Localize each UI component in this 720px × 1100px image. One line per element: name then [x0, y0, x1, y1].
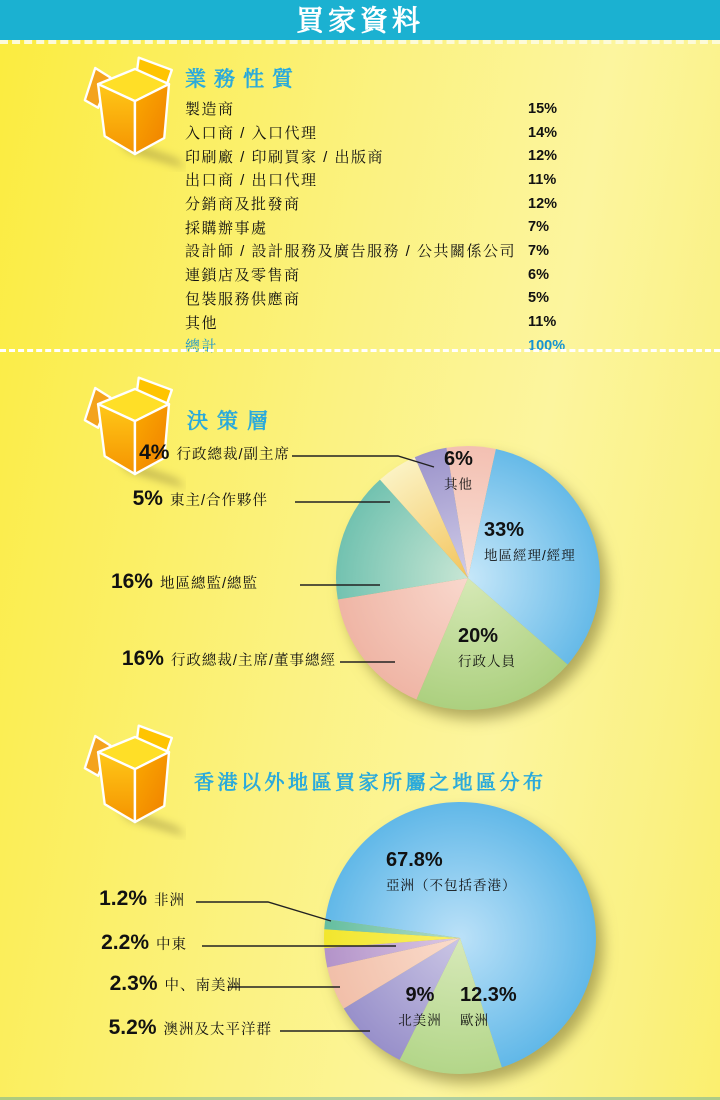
- row-label: 採購辦事處: [185, 219, 268, 237]
- region-pie-chart: [314, 792, 606, 1084]
- row-label: 設計師 / 設計服務及廣告服務 / 公共關係公司: [185, 243, 517, 261]
- page-title: 買家資料: [295, 5, 424, 36]
- row-value: 11%: [528, 171, 557, 188]
- pie-callout-latin-america: 2.3% 中、南美洲: [109, 972, 242, 995]
- row-label: 製造商: [185, 101, 235, 119]
- row-value: 12%: [528, 195, 558, 212]
- pie-callout-ceo-chairman: 16% 行政總裁/主席/董事總經: [121, 647, 336, 670]
- pie-label-regional-manager: 33% 地區經理/經理: [484, 519, 576, 563]
- box-icon: [82, 52, 186, 172]
- region-distribution-chart-section: [0, 720, 720, 1100]
- list-item: [185, 310, 615, 334]
- row-label: 其他: [185, 314, 219, 332]
- list-item: [185, 287, 615, 311]
- row-label: 入口商 / 入口代理: [185, 125, 318, 143]
- pie-callout-regional-director: 16% 地區總監/總監: [110, 570, 258, 593]
- list-total-row: [185, 334, 615, 358]
- page-header: [0, 0, 720, 40]
- list-item: [185, 215, 615, 239]
- pie-callout-middle-east: 2.2% 中東: [101, 931, 187, 954]
- list-item: [185, 239, 615, 263]
- business-nature-list: [185, 97, 615, 358]
- row-value: 100%: [528, 337, 566, 354]
- row-label: 連鎖店及零售商: [185, 267, 301, 285]
- dashed-divider-middle: [0, 349, 720, 352]
- list-item: [185, 168, 615, 192]
- pie-label-executive: 20% 行政人員: [458, 625, 516, 669]
- list-item: [185, 97, 615, 121]
- row-value: 11%: [528, 314, 557, 331]
- pie-label-europe: 12.3% 歐洲: [460, 984, 517, 1028]
- pie-callout-vice-chairman: 4% 行政總裁/副主席: [139, 441, 290, 464]
- row-value: 7%: [528, 242, 549, 259]
- list-item: [185, 121, 615, 145]
- row-label: 總計: [185, 338, 219, 356]
- pie-callout-owner-partner: 5% 東主/合作夥伴: [132, 487, 268, 510]
- section-title-business: 業務性質: [185, 68, 301, 91]
- row-label: 分銷商及批發商: [185, 196, 301, 214]
- row-value: 12%: [528, 148, 558, 165]
- list-item: [185, 192, 615, 216]
- row-value: 6%: [528, 266, 549, 283]
- pie-callout-africa: 1.2% 非洲: [99, 887, 185, 910]
- dashed-divider-top: [0, 40, 720, 44]
- row-value: 14%: [528, 124, 558, 141]
- row-label: 出口商 / 出口代理: [185, 172, 318, 190]
- list-item: [185, 144, 615, 168]
- section-title-region: 香港以外地區買家所屬之地區分布: [194, 772, 547, 794]
- row-label: 包裝服務供應商: [185, 290, 301, 308]
- pie-callout-oceania: 5.2% 澳洲及太平洋群: [108, 1016, 272, 1039]
- row-label: 印刷廠 / 印刷買家 / 出版商: [185, 148, 385, 166]
- section-title-decision: 決策層: [187, 410, 277, 433]
- list-item: [185, 263, 615, 287]
- pie-label-asia: 67.8% 亞洲（不包括香港）: [386, 849, 517, 893]
- pie-label-north-america: 9% 北美洲: [398, 984, 442, 1028]
- row-value: 5%: [528, 290, 549, 307]
- decision-level-chart-section: [0, 370, 720, 715]
- row-value: 7%: [528, 219, 549, 236]
- callout-line: [196, 902, 331, 921]
- pie-label-others: 6% 其他: [444, 448, 473, 492]
- row-value: 15%: [528, 100, 558, 117]
